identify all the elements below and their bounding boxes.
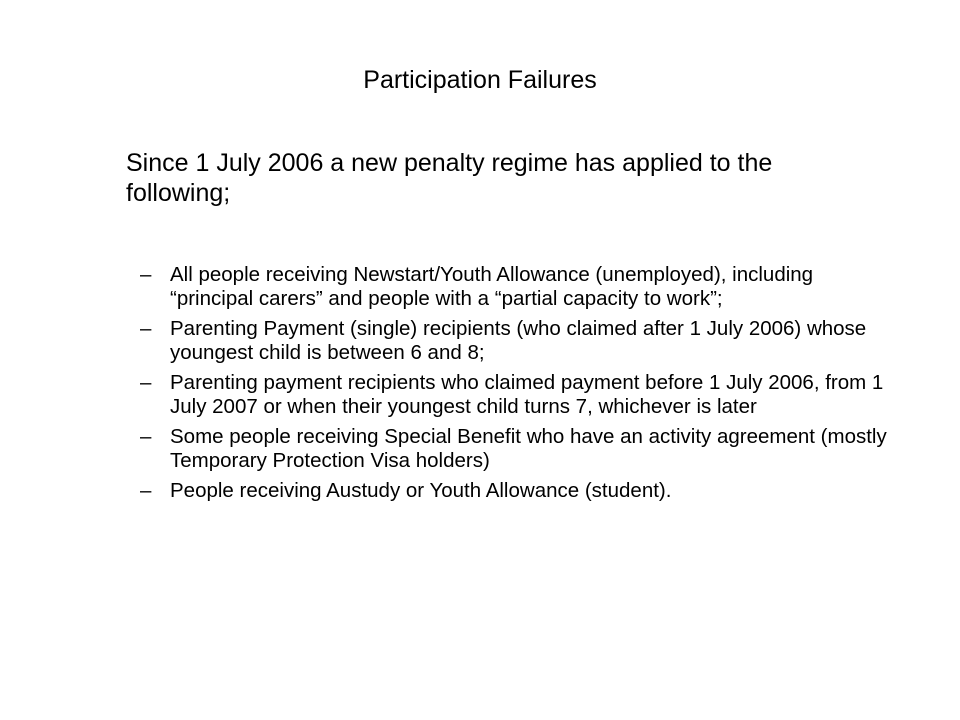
bullet-text: Parenting payment recipients who claimed payment before 1 July 2006, from 1 July 2007 or when their youngest child turns 7, whichever is later (170, 371, 884, 418)
bullet-text: Some people receiving Special Benefit who have an activity agreement (mostly Temporary Protection Visa holders) (170, 425, 887, 472)
bullet-text: People receiving Austudy or Youth Allowance (student). (170, 479, 672, 502)
dash-marker: – (140, 263, 152, 286)
intro-paragraph: Since 1 July 2006 a new penalty regime has applied to the following; (126, 149, 773, 207)
bullet-text: Parenting Payment (single) recipients (who claimed after 1 July 2006) whose youngest child is between 6 and 8; (170, 317, 867, 364)
bullet-item (140, 317, 900, 365)
slide-title: Participation Failures (363, 66, 597, 94)
bullet-item (140, 263, 900, 311)
bullet-text: All people receiving Newstart/Youth Allowance (unemployed), including “principal carers” and people with a “partial capacity to work”; (170, 263, 814, 310)
dash-marker: – (140, 317, 152, 340)
bullet-item (140, 425, 900, 473)
dash-marker: – (140, 479, 152, 502)
bullet-item (140, 371, 900, 419)
dash-marker: – (140, 371, 152, 394)
bullet-item (140, 479, 900, 503)
dash-marker: – (140, 425, 152, 448)
bullet-list (140, 263, 900, 509)
